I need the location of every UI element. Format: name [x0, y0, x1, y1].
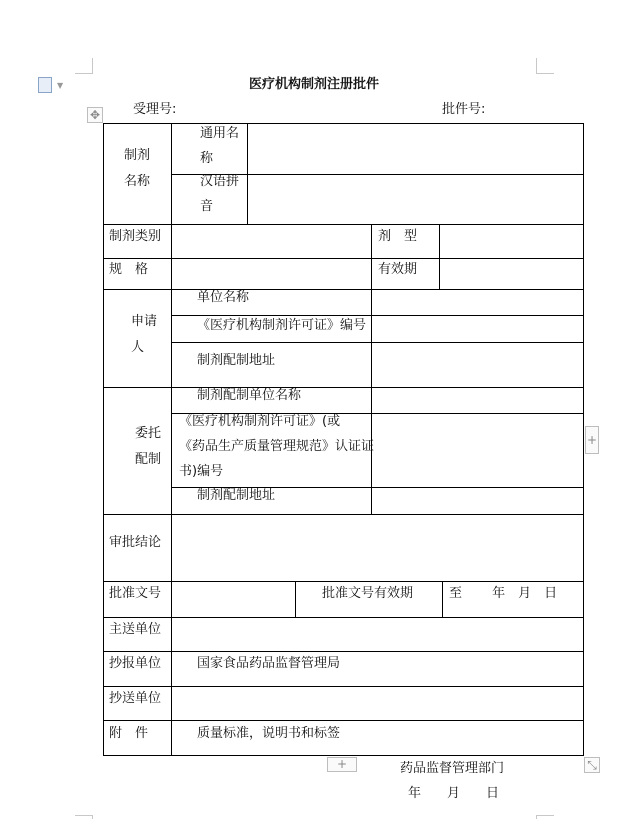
- license-no-label: 《医疗机构制剂许可证》编号: [197, 318, 367, 333]
- crop-mark-bottom-right: [536, 815, 554, 819]
- until-date: 至 年 月 日: [449, 586, 558, 601]
- validity-label: 有效期: [378, 262, 418, 277]
- preparation-name-label: 制剂 名称: [124, 148, 151, 189]
- license-or-gmp-label: 《医疗机构制剂许可证》(或 《药品生产质量管理规范》认证证 书)编号: [179, 414, 375, 479]
- table-move-handle[interactable]: ✥: [87, 107, 103, 123]
- pinyin-name-label: 汉语拼 音: [200, 174, 240, 214]
- add-row-button[interactable]: +: [327, 757, 357, 772]
- add-column-button[interactable]: +: [585, 426, 599, 454]
- acceptance-no-label: 受理号:: [133, 102, 177, 117]
- approval-no-label: 批件号:: [442, 102, 486, 117]
- department-signature: 药品监督管理部门: [400, 761, 505, 776]
- dosage-form-label: 剂 型: [378, 229, 418, 244]
- table-resize-handle[interactable]: ⤡: [584, 757, 600, 773]
- document-title: 医疗机构制剂注册批件: [248, 77, 379, 92]
- specification-label: 规 格: [109, 262, 149, 277]
- attachment-value: 质量标准，说明书和标签: [197, 726, 341, 741]
- report-to-label: 抄报单位: [109, 656, 162, 671]
- unit-name-label: 单位名称: [197, 290, 250, 305]
- commissioned-label: 委托 配制: [135, 426, 162, 467]
- conclusion-label: 审批结论: [109, 535, 162, 550]
- main-recipient-label: 主送单位: [109, 622, 162, 637]
- report-to-value: 国家食品药品监督管理局: [197, 656, 341, 671]
- prep-address2-label: 制剂配制地址: [197, 488, 276, 503]
- prep-unit-name-label: 制剂配制单位名称: [197, 388, 302, 403]
- crop-mark-top-right: [536, 58, 554, 74]
- generic-name-label: 通用名 称: [200, 126, 240, 166]
- chevron-down-icon[interactable]: ▼: [57, 81, 64, 90]
- prep-address-label: 制剂配制地址: [197, 353, 276, 368]
- crop-mark-top-left: [75, 58, 93, 74]
- approval-doc-validity-label: 批准文号有效期: [322, 586, 414, 601]
- applicant-label: 申请 人: [131, 314, 158, 355]
- category-label: 制剂类别: [109, 229, 162, 244]
- crop-mark-bottom-left: [75, 815, 93, 819]
- approval-doc-no-label: 批准文号: [109, 586, 162, 601]
- footer-date: 年 月 日: [408, 786, 500, 801]
- attachment-label: 附 件: [109, 726, 149, 741]
- copy-to-label: 抄送单位: [109, 691, 162, 706]
